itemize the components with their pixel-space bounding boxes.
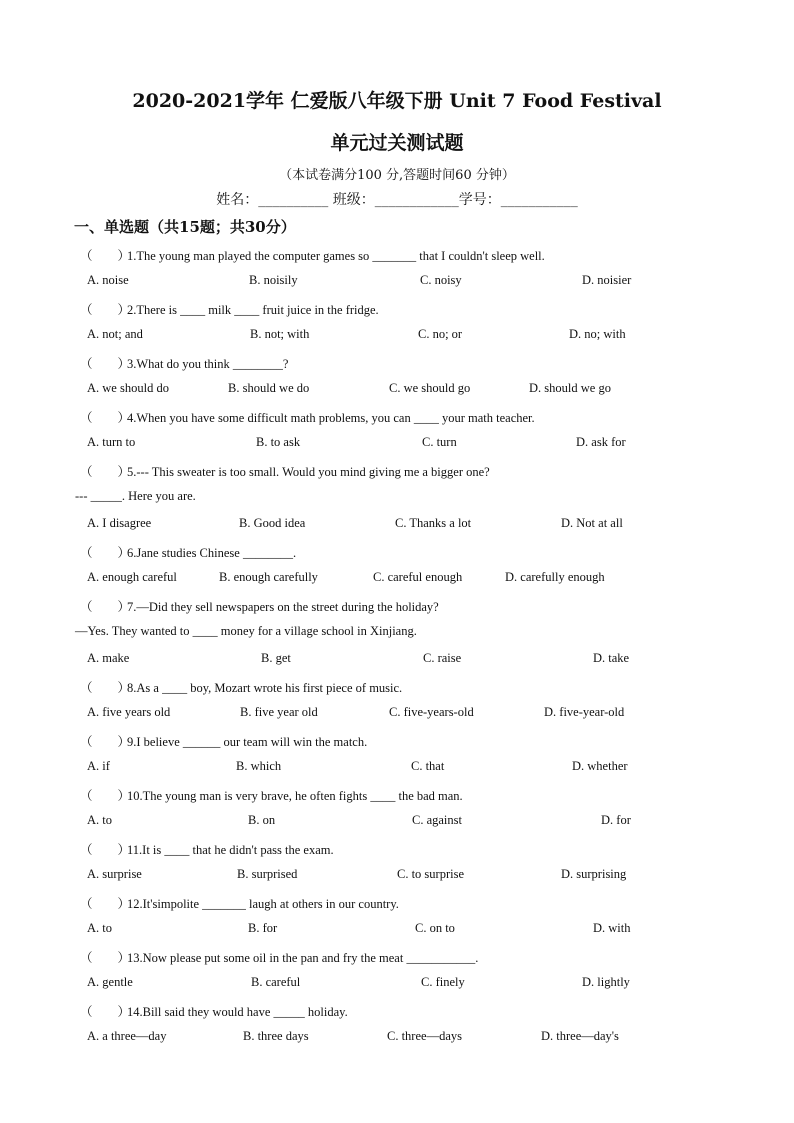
question-9 xyxy=(80,732,367,750)
option-a[interactable]: A. not; and xyxy=(87,327,143,341)
option-a[interactable]: A. I disagree xyxy=(87,516,152,530)
option-b[interactable]: B. should we do xyxy=(228,381,310,395)
answer-blank[interactable]: （ ） xyxy=(80,1005,131,1019)
question-text: 2.There is ____ milk ____ fruit juice in the fridge. xyxy=(127,303,379,317)
question-7 xyxy=(80,597,439,615)
exam-note: （本试卷满分100 分,答题时间60 分钟） xyxy=(279,168,515,183)
option-a[interactable]: A. gentle xyxy=(87,975,133,989)
question-text: 9.I believe ______ our team will win the match. xyxy=(127,735,368,749)
option-d[interactable]: D. surprising xyxy=(561,867,627,881)
question-12 xyxy=(80,894,399,912)
option-a[interactable]: A. noise xyxy=(87,273,129,287)
title-line-2: 单元过关测试题 xyxy=(330,132,464,154)
question-14 xyxy=(80,1002,348,1020)
question-text: 5.--- This sweater is too small. Would you mind giving me a bigger one? xyxy=(127,465,490,479)
question-text: 1.The young man played the computer games so _______ that I couldn't sleep well. xyxy=(127,249,545,263)
option-c[interactable]: C. that xyxy=(411,759,445,773)
question-continuation: --- _____. Here you are. xyxy=(75,489,196,503)
question-11 xyxy=(80,840,334,858)
answer-blank[interactable]: （ ） xyxy=(80,600,131,614)
option-a[interactable]: A. turn to xyxy=(87,435,136,449)
option-c[interactable]: C. Thanks a lot xyxy=(395,516,472,530)
option-b[interactable]: B. to ask xyxy=(256,435,301,449)
question-text: 4.When you have some difficult math problems, you can ____ your math teacher. xyxy=(127,411,535,425)
question-text: 10.The young man is very brave, he often fights ____ the bad man. xyxy=(127,789,463,803)
option-b[interactable]: B. on xyxy=(248,813,276,827)
question-5 xyxy=(80,462,490,480)
section-heading: 一、单选题（共15题；共30分） xyxy=(74,218,296,236)
option-a[interactable]: A. surprise xyxy=(87,867,142,881)
option-a[interactable]: A. enough careful xyxy=(87,570,177,584)
option-b[interactable]: B. for xyxy=(248,921,278,935)
option-a[interactable]: A. five years old xyxy=(87,705,171,719)
question-text: 8.As a ____ boy, Mozart wrote his first piece of music. xyxy=(127,681,403,695)
option-d[interactable]: D. Not at all xyxy=(561,516,623,530)
title-line-1: 2020-2021学年 仁爱版八年级下册 Unit 7 Food Festival xyxy=(132,90,662,112)
option-c[interactable]: C. noisy xyxy=(420,273,462,287)
question-text: 3.What do you think ________? xyxy=(127,357,289,371)
option-a[interactable]: A. to xyxy=(87,921,112,935)
option-b[interactable]: B. not; with xyxy=(250,327,310,341)
option-c[interactable]: C. no; or xyxy=(418,327,463,341)
question-1 xyxy=(80,246,545,264)
question-text: 6.Jane studies Chinese ________. xyxy=(127,546,297,560)
answer-blank[interactable]: （ ） xyxy=(80,951,131,965)
answer-blank[interactable]: （ ） xyxy=(80,546,131,560)
option-c[interactable]: C. to surprise xyxy=(397,867,465,881)
option-b[interactable]: B. noisily xyxy=(249,273,298,287)
option-b[interactable]: B. surprised xyxy=(237,867,298,881)
option-b[interactable]: B. get xyxy=(261,651,291,665)
answer-blank[interactable]: （ ） xyxy=(80,249,131,263)
answer-blank[interactable]: （ ） xyxy=(80,789,131,803)
option-c[interactable]: C. raise xyxy=(423,651,462,665)
option-d[interactable]: D. for xyxy=(601,813,631,827)
option-c[interactable]: C. turn xyxy=(422,435,457,449)
option-d[interactable]: D. noisier xyxy=(582,273,632,287)
answer-blank[interactable]: （ ） xyxy=(80,735,131,749)
option-c[interactable]: C. careful enough xyxy=(373,570,463,584)
option-a[interactable]: A. we should do xyxy=(87,381,169,395)
option-b[interactable]: B. enough carefully xyxy=(219,570,318,584)
option-c[interactable]: C. finely xyxy=(421,975,465,989)
option-d[interactable]: D. carefully enough xyxy=(505,570,605,584)
option-b[interactable]: B. Good idea xyxy=(239,516,306,530)
option-a[interactable]: A. if xyxy=(87,759,110,773)
option-a[interactable]: A. make xyxy=(87,651,130,665)
option-c[interactable]: C. five-years-old xyxy=(389,705,474,719)
option-d[interactable]: D. five-year-old xyxy=(544,705,625,719)
option-d[interactable]: D. lightly xyxy=(582,975,630,989)
answer-blank[interactable]: （ ） xyxy=(80,411,131,425)
question-13 xyxy=(80,948,478,966)
question-text: 7.—Did they sell newspapers on the street during the holiday? xyxy=(127,600,439,614)
option-c[interactable]: C. against xyxy=(412,813,462,827)
answer-blank[interactable]: （ ） xyxy=(80,681,131,695)
answer-blank[interactable]: （ ） xyxy=(80,843,131,857)
option-d[interactable]: D. should we go xyxy=(529,381,611,395)
question-text: 14.Bill said they would have _____ holiday. xyxy=(127,1005,348,1019)
option-d[interactable]: D. take xyxy=(593,651,630,665)
option-d[interactable]: D. whether xyxy=(572,759,628,773)
option-b[interactable]: B. which xyxy=(236,759,282,773)
question-text: 12.It'simpolite _______ laugh at others in our country. xyxy=(127,897,399,911)
option-a[interactable]: A. a three—day xyxy=(87,1029,167,1043)
option-b[interactable]: B. three days xyxy=(243,1029,309,1043)
option-c[interactable]: C. three—days xyxy=(387,1029,462,1043)
question-10 xyxy=(80,786,463,804)
option-a[interactable]: A. to xyxy=(87,813,112,827)
option-d[interactable]: D. ask for xyxy=(576,435,626,449)
question-8 xyxy=(80,678,402,696)
option-d[interactable]: D. with xyxy=(593,921,631,935)
option-c[interactable]: C. on to xyxy=(415,921,455,935)
question-2 xyxy=(80,300,379,318)
answer-blank[interactable]: （ ） xyxy=(80,897,131,911)
option-d[interactable]: D. three—day's xyxy=(541,1029,619,1043)
option-d[interactable]: D. no; with xyxy=(569,327,626,341)
answer-blank[interactable]: （ ） xyxy=(80,357,131,371)
student-info-line: 姓名：__________ 班级：____________学号：___________ xyxy=(216,192,578,208)
question-4 xyxy=(80,408,535,426)
question-text: 11.It is ____ that he didn't pass the exam. xyxy=(127,843,334,857)
question-continuation: —Yes. They wanted to ____ money for a village school in Xinjiang. xyxy=(75,624,417,638)
option-c[interactable]: C. we should go xyxy=(389,381,471,395)
answer-blank[interactable]: （ ） xyxy=(80,303,131,317)
question-text: 13.Now please put some oil in the pan and fry the meat ___________. xyxy=(127,951,479,965)
question-6 xyxy=(80,543,296,561)
option-b[interactable]: B. careful xyxy=(251,975,301,989)
option-b[interactable]: B. five year old xyxy=(240,705,318,719)
question-3 xyxy=(80,354,288,372)
answer-blank[interactable]: （ ） xyxy=(80,465,131,479)
